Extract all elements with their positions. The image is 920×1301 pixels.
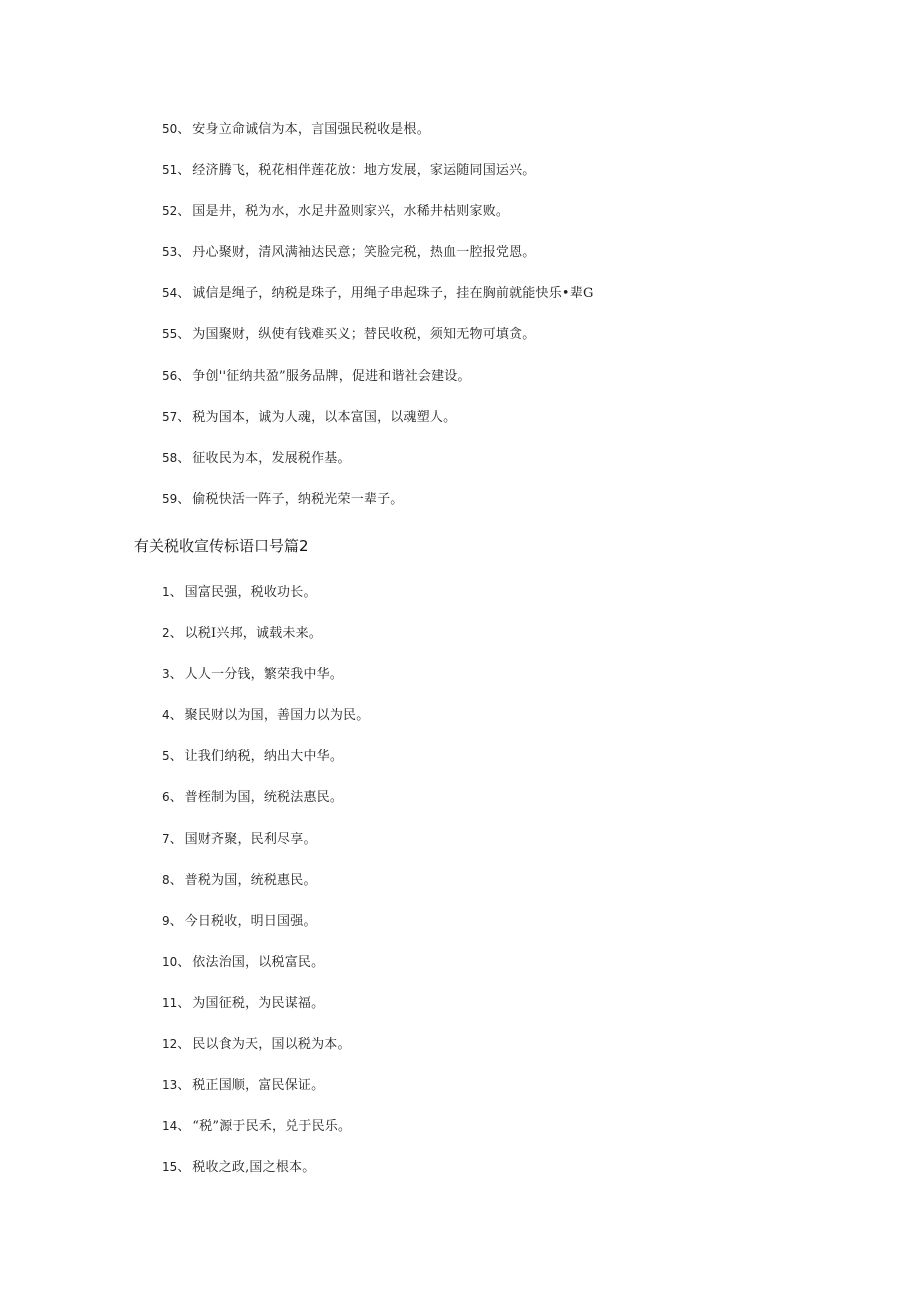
item-separator: 、	[177, 995, 191, 1011]
list-item	[0, 829, 920, 870]
item-number: 7	[162, 831, 170, 846]
item-number: 1	[162, 585, 170, 599]
item-separator: 、	[177, 122, 191, 137]
item-text: 国富民强，税收功长。	[184, 585, 317, 600]
item-number: 10	[162, 954, 178, 969]
item-number: 2	[162, 626, 170, 641]
item-separator: 、	[177, 245, 191, 261]
item-text: 国财齐聚，民利尽享。	[184, 831, 317, 847]
item-separator: 、	[177, 204, 191, 220]
item-text: 经济腾飞，税花相伴莲花放：地方发展，家运随同国运兴。	[192, 163, 536, 179]
list-item	[0, 787, 920, 828]
list-item	[0, 324, 920, 365]
item-text: 偷税快活一阵子，纳税光荣一辈子。	[192, 491, 404, 507]
item-separator: 、	[177, 1160, 191, 1176]
item-number: 11	[162, 995, 178, 1010]
list-item	[0, 448, 920, 489]
item-text: 税为国本，诚为人魂，以本富国，以魂塑人。	[192, 409, 457, 425]
list-item	[0, 952, 920, 993]
list-item	[0, 582, 920, 623]
list-item	[0, 664, 920, 705]
list-item	[0, 407, 920, 448]
item-number: 5	[162, 749, 170, 764]
item-number: 3	[162, 667, 170, 682]
item-number: 4	[162, 708, 170, 723]
item-number: 9	[162, 913, 170, 928]
item-separator: 、	[177, 954, 191, 970]
item-separator: 、	[177, 163, 191, 179]
item-separator: 、	[177, 1037, 191, 1053]
slogan-list-part2	[0, 582, 920, 1198]
list-item	[0, 283, 920, 324]
item-separator: 、	[177, 450, 191, 466]
item-text: 国是井，税为水，水足井盈则家兴，水稀井枯则家败。	[192, 204, 510, 220]
list-item	[0, 870, 920, 911]
item-text: 安身立命诚信为本，言国强民税收是根。	[192, 122, 430, 137]
item-separator: 、	[177, 409, 191, 425]
list-item	[0, 119, 920, 160]
item-separator: 、	[177, 1078, 191, 1094]
item-number: 50	[162, 122, 178, 136]
list-item	[0, 242, 920, 283]
list-item	[0, 746, 920, 787]
item-separator: 、	[177, 491, 191, 507]
item-separator: 、	[169, 749, 183, 765]
item-number: 14	[162, 1119, 178, 1134]
item-separator: 、	[177, 1119, 191, 1135]
item-text: 税收之政,国之根本。	[192, 1160, 316, 1176]
item-separator: 、	[169, 831, 183, 847]
item-separator: 、	[169, 913, 183, 929]
item-number: 56	[162, 368, 178, 383]
list-item	[0, 160, 920, 201]
item-number: 15	[162, 1160, 178, 1175]
list-item	[0, 623, 920, 664]
item-separator: 、	[177, 327, 191, 343]
item-separator: 、	[169, 585, 183, 600]
list-item	[0, 993, 920, 1034]
item-number: 12	[162, 1037, 178, 1052]
list-item	[0, 1157, 920, 1198]
item-text: 征收民为本，发展税作基。	[192, 450, 351, 466]
item-text: 让我们纳税，纳出大中华。	[184, 749, 344, 765]
item-text: 税正国顺，富民保证。	[192, 1078, 325, 1094]
item-number: 58	[162, 450, 178, 465]
list-item	[0, 489, 920, 530]
item-number: 8	[162, 872, 170, 887]
item-number: 51	[162, 163, 178, 178]
item-number: 53	[162, 245, 178, 260]
item-text: 为国聚财，纵使有钱难买义；替民收税，须知无物可填贪。	[192, 327, 536, 343]
item-separator: 、	[177, 368, 191, 384]
item-number: 55	[162, 327, 178, 342]
item-separator: 、	[169, 872, 183, 888]
item-text: 普税为国，统税惠民。	[184, 872, 317, 888]
item-text: 民以食为天，国以税为本。	[192, 1037, 351, 1053]
slogan-list-part1	[0, 119, 920, 530]
item-text: 诚信是绳子，纳税是珠子，用绳子串起珠子，挂在胸前就能快乐•辈G	[192, 286, 594, 302]
list-item	[0, 201, 920, 242]
item-text: 今日税收，明日国强。	[184, 913, 317, 929]
list-item	[0, 1116, 920, 1157]
item-text: 为国征税，为民谋福。	[192, 995, 325, 1011]
item-separator: 、	[169, 626, 183, 642]
item-separator: 、	[169, 790, 183, 806]
item-text: 普桎制为国，统税法惠民。	[184, 790, 344, 806]
list-item	[0, 366, 920, 407]
item-number: 54	[162, 286, 178, 301]
list-item	[0, 705, 920, 746]
item-separator: 、	[169, 708, 183, 724]
item-number: 52	[162, 204, 178, 219]
item-text: 丹心聚财，清风满袖达民意；笑脸完税，热血一腔报党恩。	[192, 245, 536, 261]
item-number: 57	[162, 409, 178, 424]
section-heading: 有关税收宣传标语口号篇2	[134, 537, 309, 555]
item-text: 以税I兴邦，诚载未来。	[184, 626, 322, 642]
item-number: 6	[162, 790, 170, 805]
list-item	[0, 1034, 920, 1075]
item-number: 13	[162, 1078, 178, 1093]
item-text: 人人一分钱，繁荣我中华。	[184, 667, 344, 683]
item-separator: 、	[177, 286, 191, 302]
item-text: 争创''征纳共盈”服务品牌，促进和谐社会建设。	[192, 368, 471, 384]
item-text: 依法治国，以税富民。	[192, 954, 325, 970]
item-text: “税”源于民禾，兑于民乐。	[192, 1119, 352, 1135]
list-item	[0, 1075, 920, 1116]
item-text: 聚民财以为国，善国力以为民。	[184, 708, 370, 724]
item-separator: 、	[169, 667, 183, 683]
item-number: 59	[162, 491, 178, 506]
list-item	[0, 911, 920, 952]
